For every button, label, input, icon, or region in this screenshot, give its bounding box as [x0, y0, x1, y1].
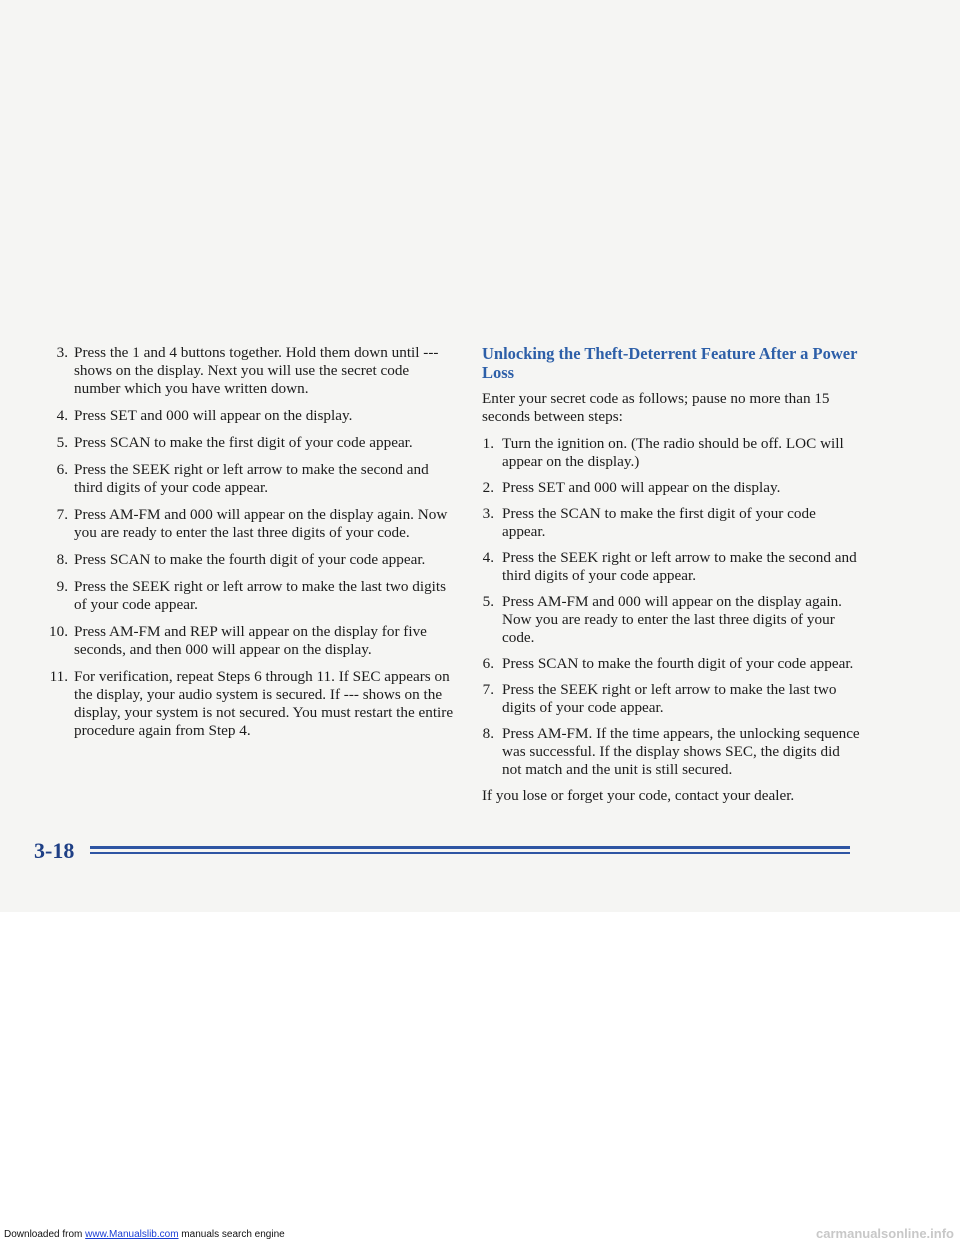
list-item	[482, 725, 862, 779]
step-number: 7.	[482, 681, 494, 698]
step-text: Press AM-FM. If the time appears, the unlocking sequence was successful. If the display shows SEC, the digits did not match and the unit is still secured.	[502, 725, 860, 778]
list-item	[46, 623, 456, 659]
intro-paragraph: Enter your secret code as follows; pause no more than 15 seconds between steps:	[482, 390, 830, 425]
step-number: 5.	[482, 593, 494, 610]
left-column	[46, 344, 456, 749]
step-text: Press AM-FM and 000 will appear on the display again. Now you are ready to enter the last three digits of your code.	[502, 593, 842, 646]
step-number: 1.	[482, 435, 494, 452]
step-text: Turn the ignition on. (The radio should be off. LOC will appear on the display.)	[502, 435, 844, 470]
right-steps-list	[482, 435, 862, 779]
step-number: 8.	[482, 725, 494, 742]
step-text: Press SET and 000 will appear on the display.	[502, 479, 781, 496]
step-text: Press the SCAN to make the first digit of your code appear.	[502, 505, 816, 540]
list-item	[482, 593, 862, 647]
step-text: Press SCAN to make the fourth digit of your code appear.	[74, 551, 426, 568]
closing-paragraph: If you lose or forget your code, contact your dealer.	[482, 787, 795, 804]
list-item	[46, 668, 456, 740]
step-text: Press AM-FM and REP will appear on the display for five seconds, and then 000 will appear on the display.	[74, 623, 427, 658]
page-number: 3-18	[34, 838, 75, 863]
step-number: 4.	[482, 549, 494, 566]
step-text: Press the SEEK right or left arrow to make the second and third digits of your code appear.	[74, 461, 429, 496]
step-number: 2.	[482, 479, 494, 496]
footer-rule-thin	[90, 852, 850, 854]
step-number: 9.	[56, 578, 68, 595]
step-number: 5.	[56, 434, 68, 451]
list-item	[46, 461, 456, 497]
step-number: 6.	[56, 461, 68, 478]
step-text: Press the SEEK right or left arrow to make the second and third digits of your code appear.	[502, 549, 857, 584]
step-text: Press SET and 000 will appear on the display.	[74, 407, 353, 424]
list-item	[482, 681, 862, 717]
step-text: Press the SEEK right or left arrow to make the last two digits of your code appear.	[74, 578, 447, 613]
step-text: Press the 1 and 4 buttons together. Hold them down until --- shows on the display. Next you will use the secret code number which you have written down.	[74, 344, 439, 397]
list-item	[482, 435, 862, 471]
list-item	[46, 578, 456, 614]
step-text: Press SCAN to make the first digit of your code appear.	[74, 434, 413, 451]
footer-rule	[90, 846, 850, 849]
source-line	[4, 1229, 285, 1240]
step-text: For verification, repeat Steps 6 through 11. If SEC appears on the display, your audio system is secured. If --- shows on the display, your system is not secured. You must restart the entire procedure again from Step 4.	[74, 668, 454, 739]
step-text: Press SCAN to make the fourth digit of your code appear.	[502, 655, 854, 672]
list-item	[482, 549, 862, 585]
list-item	[46, 506, 456, 542]
step-number: 4.	[56, 407, 68, 424]
step-number: 11.	[49, 668, 68, 685]
list-item	[46, 407, 456, 425]
watermark-text: carmanualsonline.info	[816, 1226, 954, 1241]
left-steps-list	[46, 344, 456, 740]
step-number: 6.	[482, 655, 494, 672]
list-item	[482, 479, 862, 497]
list-item	[482, 505, 862, 541]
step-number: 10.	[49, 623, 68, 640]
right-column	[482, 344, 862, 805]
list-item	[46, 434, 456, 452]
step-text: Press the SEEK right or left arrow to make the last two digits of your code appear.	[502, 681, 837, 716]
step-number: 3.	[56, 344, 68, 361]
step-text: Press AM-FM and 000 will appear on the display again. Now you are ready to enter the last three digits of your code.	[74, 506, 448, 541]
step-number: 7.	[56, 506, 68, 523]
step-number: 3.	[482, 505, 494, 522]
source-suffix: manuals search engine	[178, 1229, 285, 1240]
list-item	[46, 344, 456, 398]
source-prefix: Downloaded from	[4, 1229, 86, 1240]
list-item	[46, 551, 456, 569]
section-heading: Unlocking the Theft-Deterrent Feature After a Power Loss	[482, 344, 858, 382]
list-item	[482, 655, 862, 673]
step-number: 8.	[56, 551, 68, 568]
manualslib-link[interactable]: www.Manualslib.com	[85, 1229, 179, 1240]
